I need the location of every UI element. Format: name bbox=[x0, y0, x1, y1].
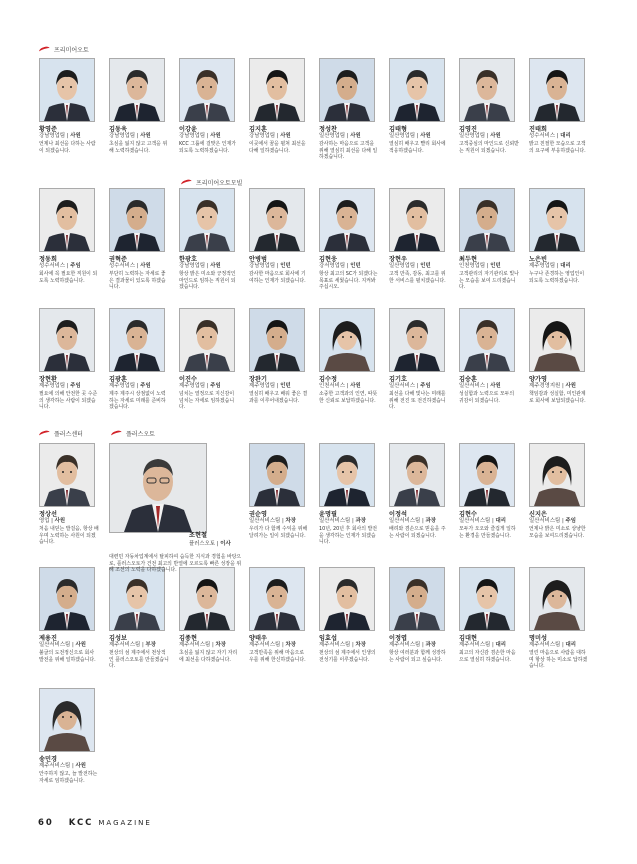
staff-photo bbox=[389, 188, 445, 252]
person-name: 장완기 bbox=[249, 376, 267, 383]
person-name: 진태희 bbox=[529, 126, 547, 133]
staff-photo bbox=[39, 58, 95, 122]
staff-card bbox=[319, 308, 381, 404]
person-name: 황영준 bbox=[39, 126, 57, 133]
staff-photo bbox=[109, 567, 165, 631]
staff-photo bbox=[249, 567, 305, 631]
person-name: 정성찬 bbox=[319, 126, 337, 133]
person-role: 강서영업팀 | 인턴 bbox=[319, 263, 361, 269]
person-name: 권순영 bbox=[249, 511, 267, 518]
staff-photo bbox=[319, 188, 375, 252]
person-name: 김종현 bbox=[179, 635, 197, 642]
person-role: 일산서비스팀 | 과장 bbox=[389, 518, 436, 524]
person-role: 인천영업팀 | 인턴 bbox=[459, 263, 501, 269]
staff-photo bbox=[319, 308, 375, 372]
person-message: 고객관리의 자기관리로 빛나는 모습을 보여 드리겠습니다. bbox=[459, 271, 519, 291]
person-role: 강남영업팀 | 사원 bbox=[109, 133, 151, 139]
person-message: 열심히 배우고 빨리 회사에 적응하겠습니다. bbox=[389, 141, 446, 154]
person-name: 장현우 bbox=[389, 256, 407, 263]
staff-card bbox=[39, 58, 101, 154]
person-portrait-icon bbox=[530, 309, 584, 371]
section-plus-auto bbox=[111, 429, 155, 438]
person-portrait-icon bbox=[320, 59, 374, 121]
person-role: 제주서비스팀 | 대리 bbox=[459, 642, 506, 648]
person-portrait-icon bbox=[250, 444, 304, 506]
person-message: 책임감과 성실함, 미인관계로 회사에 보답되겠습니다. bbox=[529, 391, 586, 404]
staff-photo bbox=[249, 188, 305, 252]
staff-photo bbox=[249, 308, 305, 372]
person-role: 제주서비스팀 | 대리 bbox=[529, 642, 576, 648]
person-role: 강남영업팀 | 인턴 bbox=[249, 263, 291, 269]
person-role: 강남영업팀 | 사원 bbox=[179, 133, 221, 139]
person-name: 이정석 bbox=[389, 511, 407, 518]
person-role: 일산서비스팀 | 차장 bbox=[249, 518, 296, 524]
person-role: 일산영업팀 | 사원 bbox=[389, 133, 431, 139]
person-name: 임효섭 bbox=[319, 635, 337, 642]
person-portrait-icon bbox=[40, 309, 94, 371]
person-role: 일산서비스팀 | 사원 bbox=[39, 642, 86, 648]
person-portrait-icon bbox=[530, 59, 584, 121]
person-name: 김성보 bbox=[109, 635, 127, 642]
staff-card bbox=[529, 567, 591, 670]
person-name: 양가영 bbox=[529, 376, 547, 383]
staff-photo bbox=[529, 443, 585, 507]
staff-card bbox=[459, 567, 521, 663]
person-role: 플러스오토 | 이사 bbox=[189, 541, 231, 547]
person-portrait-icon bbox=[460, 189, 514, 251]
section-label: 플러스오토 bbox=[126, 431, 155, 438]
staff-photo bbox=[389, 58, 445, 122]
staff-card bbox=[389, 58, 451, 154]
person-role: 제주서비스팀 | 사원 bbox=[39, 763, 86, 769]
staff-card bbox=[389, 188, 451, 284]
person-message: 10년, 20년 후 회사의 발전을 생각하는 인재가 되겠습니다. bbox=[319, 526, 378, 546]
staff-photo bbox=[109, 308, 165, 372]
person-name: 이강윤 bbox=[179, 126, 197, 133]
person-name: 김기호 bbox=[389, 376, 407, 383]
person-name: 제용진 bbox=[39, 635, 57, 642]
person-portrait-icon bbox=[390, 189, 444, 251]
person-name: 김현수 bbox=[459, 511, 477, 518]
person-portrait-icon bbox=[390, 59, 444, 121]
staff-photo bbox=[459, 188, 515, 252]
person-message: 천상의 섬 제주에서 천상적인 플러스오토를 만들겠습니다. bbox=[109, 650, 169, 670]
kcc-swoosh-icon bbox=[111, 430, 123, 437]
staff-card bbox=[249, 443, 311, 539]
person-portrait-icon bbox=[40, 568, 94, 630]
person-message: 성실함과 노력으로 모두의 귀감이 되겠습니다. bbox=[459, 391, 515, 404]
person-role: 제주영업팀 | 대리 bbox=[529, 263, 571, 269]
staff-card bbox=[459, 58, 521, 154]
staff-photo bbox=[249, 443, 305, 507]
staff-card bbox=[389, 308, 451, 411]
person-portrait-icon bbox=[320, 568, 374, 630]
person-name: 김현웅 bbox=[319, 256, 337, 263]
person-name: 송민경 bbox=[39, 756, 57, 763]
person-role: 제주서비스팀 | 과장 bbox=[389, 642, 436, 648]
person-portrait-icon bbox=[250, 568, 304, 630]
staff-card bbox=[109, 188, 171, 291]
person-name: 정상선 bbox=[39, 511, 57, 518]
brand-name: KCC bbox=[68, 818, 94, 828]
person-portrait-icon bbox=[110, 309, 164, 371]
staff-card bbox=[319, 443, 381, 546]
staff-card bbox=[459, 188, 521, 291]
staff-photo bbox=[179, 58, 235, 122]
person-portrait-icon bbox=[390, 444, 444, 506]
person-message: 항상 최고의 SC가 되겠다는 목표로 세웠습니다. 지켜봐주십시오. bbox=[319, 271, 378, 291]
person-name: 신지은 bbox=[529, 511, 547, 518]
section-plus-center bbox=[39, 429, 83, 438]
person-message: 필요에 의해 안전한 곳 수준의 생각하는 사람이 되겠습니다. bbox=[39, 391, 98, 411]
person-role: 일산서비스팀 | 과장 bbox=[319, 518, 366, 524]
staff-card bbox=[39, 688, 101, 784]
staff-photo bbox=[249, 58, 305, 122]
staff-photo bbox=[179, 188, 235, 252]
person-role: 제주서비스팀 | 차장 bbox=[179, 642, 226, 648]
person-name: 김태형 bbox=[389, 126, 407, 133]
staff-photo bbox=[389, 567, 445, 631]
person-message: 열린 마음으로 사람을 대하며 항상 하는 미소로 답하겠습니다. bbox=[529, 650, 588, 670]
staff-photo bbox=[39, 308, 95, 372]
person-role: 강남영업팀 | 사원 bbox=[179, 263, 221, 269]
person-name: 김수정 bbox=[319, 376, 337, 383]
person-role: 일산서비스팀 | 주임 bbox=[529, 518, 576, 524]
staff-photo bbox=[179, 567, 235, 631]
staff-card bbox=[459, 443, 521, 539]
person-name: 조현철 bbox=[189, 532, 207, 539]
person-message: 처음 내딛는 발걸음, 항상 배우며 노력하는 사원이 되겠습니다. bbox=[39, 526, 99, 546]
person-portrait-icon bbox=[390, 568, 444, 630]
person-name: 최두현 bbox=[459, 256, 477, 263]
staff-card bbox=[109, 308, 171, 411]
person-role: 제주서비스팀 | 부장 bbox=[109, 642, 156, 648]
staff-photo bbox=[459, 58, 515, 122]
person-portrait-icon bbox=[40, 444, 94, 506]
person-name: 이정엽 bbox=[389, 635, 407, 642]
person-name: 노은빈 bbox=[529, 256, 547, 263]
person-portrait-icon bbox=[530, 444, 584, 506]
person-message: 넘치는 열정으로 지신감이 넘치는 자세로 임하겠습니다. bbox=[179, 391, 235, 411]
staff-photo bbox=[109, 188, 165, 252]
magazine-name: MAGAZINE bbox=[98, 819, 152, 827]
kcc-swoosh-icon bbox=[39, 46, 51, 53]
staff-card bbox=[459, 308, 521, 404]
staff-photo bbox=[319, 567, 375, 631]
person-portrait-icon bbox=[320, 309, 374, 371]
person-role: 일산영업팀 | 인턴 bbox=[389, 263, 431, 269]
person-portrait-icon bbox=[460, 309, 514, 371]
person-role: 제주경영지원 | 사원 bbox=[529, 383, 576, 389]
person-message: 제주 제주시 상점없이 노력하는 자세로 미래를 준비하겠습니다. bbox=[109, 391, 166, 411]
person-portrait-icon bbox=[180, 189, 234, 251]
staff-card bbox=[389, 443, 451, 539]
page-number: 60 bbox=[38, 818, 54, 828]
person-message: 초심을 잃지 않고 자기 자리에 최선을 다하겠습니다. bbox=[179, 650, 238, 663]
person-role: 제주서비스팀 | 차장 bbox=[319, 642, 366, 648]
staff-photo bbox=[529, 58, 585, 122]
person-message: 항상 밝은 미소와 긍정적인 마인드로 임하는 직원이 되겠습니다. bbox=[179, 271, 236, 291]
person-role: 영업 | 사원 bbox=[39, 518, 66, 524]
staff-card bbox=[249, 188, 311, 284]
person-name: 김광훈 bbox=[109, 376, 127, 383]
staff-photo bbox=[529, 188, 585, 252]
person-message: 고객만족을 위해 마음으로 우를 위해 한신하겠습니다. bbox=[249, 650, 306, 663]
staff-photo bbox=[179, 308, 235, 372]
person-message: 배려와 겸손으로 믿음을 주는 사람이 되겠습니다. bbox=[389, 526, 446, 539]
person-portrait-icon bbox=[180, 59, 234, 121]
staff-card bbox=[319, 188, 381, 291]
person-portrait-icon bbox=[460, 444, 514, 506]
person-message: 우리가 다 함께 수익을 위해 달려가는 일이 되겠습니다. bbox=[249, 526, 308, 539]
person-portrait-icon bbox=[110, 444, 206, 532]
person-message: 소중한 고객과의 인연, 따뜻한 신뢰로 보답하겠습니다. bbox=[319, 391, 378, 404]
featured-photo bbox=[109, 443, 207, 533]
person-name: 양태우 bbox=[249, 635, 267, 642]
person-message: 누구나 존경하는 영업인이 되도록 노력하겠습니다. bbox=[529, 271, 585, 284]
person-role: 일산영업팀 | 사원 bbox=[459, 133, 501, 139]
staff-card bbox=[109, 567, 171, 670]
staff-photo bbox=[459, 567, 515, 631]
person-name: 명미성 bbox=[529, 635, 547, 642]
person-role: 일산서비스 | 사원 bbox=[459, 383, 501, 389]
person-message: 고객 만족, 감동, 최고를 위한 서비스를 펼치겠습니다. bbox=[389, 271, 446, 284]
staff-card bbox=[529, 188, 591, 284]
person-portrait-icon bbox=[250, 309, 304, 371]
person-role: 성수서비스 | 사원 bbox=[109, 263, 151, 269]
staff-card bbox=[39, 188, 101, 284]
person-message: 언제나 최선을 다하는 사람이 되겠습니다. bbox=[39, 141, 96, 154]
kcc-swoosh-icon bbox=[181, 179, 193, 186]
staff-card bbox=[39, 443, 101, 546]
person-message: 초심을 잃지 않고 고객을 위해 노력하겠습니다. bbox=[109, 141, 168, 154]
person-message: KCC 그룹에 걸맞은 인재가 되도록 노력하겠습니다. bbox=[179, 141, 236, 154]
person-role: 강남영업팀 | 사원 bbox=[39, 133, 81, 139]
staff-photo bbox=[319, 58, 375, 122]
person-portrait-icon bbox=[180, 568, 234, 630]
person-name: 장현환 bbox=[39, 376, 57, 383]
section-label: 플러스센터 bbox=[54, 431, 83, 438]
person-name: 김지훈 bbox=[249, 126, 267, 133]
staff-photo bbox=[109, 58, 165, 122]
person-role: 일산서비스 | 주임 bbox=[389, 383, 431, 389]
person-portrait-icon bbox=[40, 189, 94, 251]
staff-photo bbox=[319, 443, 375, 507]
staff-card bbox=[109, 58, 171, 154]
staff-card bbox=[389, 567, 451, 663]
person-role: 제주서비스팀 | 차장 bbox=[249, 642, 296, 648]
person-portrait-icon bbox=[390, 309, 444, 371]
person-message: 모두가 오오와 즐겁게 일하는 환경을 만들겠습니다. bbox=[459, 526, 516, 539]
staff-card bbox=[179, 58, 241, 154]
person-role: 성수서비스 | 대리 bbox=[529, 133, 571, 139]
staff-card bbox=[179, 308, 241, 411]
staff-card bbox=[319, 58, 381, 161]
person-message: 밝고 친절한 모습으로 고객의 요구에 부응하겠습니다. bbox=[529, 141, 586, 154]
person-portrait-icon bbox=[40, 59, 94, 121]
person-role: 제주영업팀 | 주임 bbox=[109, 383, 151, 389]
staff-photo bbox=[459, 308, 515, 372]
person-portrait-icon bbox=[250, 59, 304, 121]
person-role: 제주영업팀 | 인턴 bbox=[249, 383, 291, 389]
kcc-swoosh-icon bbox=[39, 430, 51, 437]
person-role: 일산영업팀 | 사원 bbox=[319, 133, 361, 139]
staff-photo bbox=[39, 567, 95, 631]
person-portrait-icon bbox=[320, 444, 374, 506]
staff-photo bbox=[459, 443, 515, 507]
staff-card bbox=[529, 443, 591, 539]
person-role: 일산서비스팀 | 대리 bbox=[459, 518, 506, 524]
person-name: 안병범 bbox=[249, 256, 267, 263]
staff-card bbox=[179, 567, 241, 663]
staff-photo bbox=[39, 188, 95, 252]
person-message: 대련민 자동차업계에서 탈피하여 습득한 지식과 경험을 바탕으로, 플러스오토가 건전 최고의 반열에 오르도록 빠른 성장을 위해 조선의 노력을 다하겠습니다. bbox=[109, 554, 242, 574]
person-name: 윤명필 bbox=[319, 511, 337, 518]
person-role: 인천서비스 | 사원 bbox=[319, 383, 361, 389]
person-portrait-icon bbox=[460, 59, 514, 121]
staff-card bbox=[529, 58, 591, 154]
person-name: 김동욱 bbox=[109, 126, 127, 133]
section-label: 프리미어오토 bbox=[54, 47, 89, 54]
staff-card bbox=[249, 567, 311, 663]
staff-photo bbox=[389, 443, 445, 507]
page-footer bbox=[38, 818, 152, 828]
person-role: 성수서비스 | 주임 bbox=[39, 263, 81, 269]
person-message: 열심히 배우고 배워 좋은 결과를 이루어내겠습니다. bbox=[249, 391, 308, 404]
person-portrait-icon bbox=[110, 59, 164, 121]
person-message: 천상의 섬 제주에서 인생의 전성기를 이루겠습니다. bbox=[319, 650, 376, 663]
section-premier-motors bbox=[181, 178, 242, 187]
staff-card bbox=[179, 188, 241, 291]
staff-photo bbox=[529, 567, 585, 631]
person-message: 최선을 다해 빛나는 미래를 위해 전진 또 전진하겠습니다. bbox=[389, 391, 446, 411]
section-label: 프리미어오토모빌 bbox=[196, 180, 243, 187]
person-role: 강남영업팀 | 사원 bbox=[249, 133, 291, 139]
person-message: 불굴의 도전정신으로 회사 발전을 위해 일하겠습니다. bbox=[39, 650, 96, 663]
person-portrait-icon bbox=[460, 568, 514, 630]
person-portrait-icon bbox=[180, 309, 234, 371]
staff-photo bbox=[529, 308, 585, 372]
person-portrait-icon bbox=[320, 189, 374, 251]
person-message: 감사한 마음으로 회사에 기여하는 인재가 되겠습니다. bbox=[249, 271, 306, 284]
person-name: 한광호 bbox=[179, 256, 197, 263]
person-portrait-icon bbox=[530, 568, 584, 630]
staff-card bbox=[529, 308, 591, 404]
person-name: 김영진 bbox=[459, 126, 477, 133]
person-portrait-icon bbox=[110, 568, 164, 630]
person-name: 정동희 bbox=[39, 256, 57, 263]
person-message: 언제나 밝은 미소로 상냥한 모습을 보여드리겠습니다. bbox=[529, 526, 586, 539]
person-message: 이곳에서 꿈을 펼쳐 최선을 다해 일하겠습니다. bbox=[249, 141, 306, 154]
person-role: 제주영업팀 | 주임 bbox=[39, 383, 81, 389]
person-message: 고객중심의 마인드로 신뢰받는 직원이 되겠습니다. bbox=[459, 141, 519, 154]
person-message: 부단히 노력하는 자세로 좋은 결과물이 있도록 하겠습니다. bbox=[109, 271, 166, 291]
person-message: 회사에 꼭 필요한 직원이 되도록 노력하겠습니다. bbox=[39, 271, 98, 284]
staff-photo bbox=[389, 308, 445, 372]
person-name: 김승훈 bbox=[459, 376, 477, 383]
person-portrait-icon bbox=[40, 689, 94, 751]
person-portrait-icon bbox=[250, 189, 304, 251]
staff-photo bbox=[39, 688, 95, 752]
section-premier-auto bbox=[39, 45, 89, 54]
staff-card bbox=[39, 308, 101, 411]
staff-card bbox=[39, 567, 101, 663]
staff-card bbox=[249, 58, 311, 154]
person-name: 김대현 bbox=[459, 635, 477, 642]
person-portrait-icon bbox=[110, 189, 164, 251]
person-name: 권혁준 bbox=[109, 256, 127, 263]
person-name: 이진수 bbox=[179, 376, 197, 383]
staff-card bbox=[319, 567, 381, 663]
person-message: 최고의 자신감 겸손한 마음으로 열심히 하겠습니다. bbox=[459, 650, 516, 663]
staff-card bbox=[249, 308, 311, 404]
person-message: 안주하지 않고, 늘 발전하는 자세로 임하겠습니다. bbox=[39, 771, 98, 784]
person-message: 감사하는 마음으로 고객을 위해 열심히 최선을 다해 일하겠습니다. bbox=[319, 141, 378, 161]
person-portrait-icon bbox=[530, 189, 584, 251]
person-role: 제주영업팀 | 주임 bbox=[179, 383, 221, 389]
person-message: 항상 여러분과 함께 성장하는 사람이 되고 싶습니다. bbox=[389, 650, 446, 663]
staff-photo bbox=[39, 443, 95, 507]
